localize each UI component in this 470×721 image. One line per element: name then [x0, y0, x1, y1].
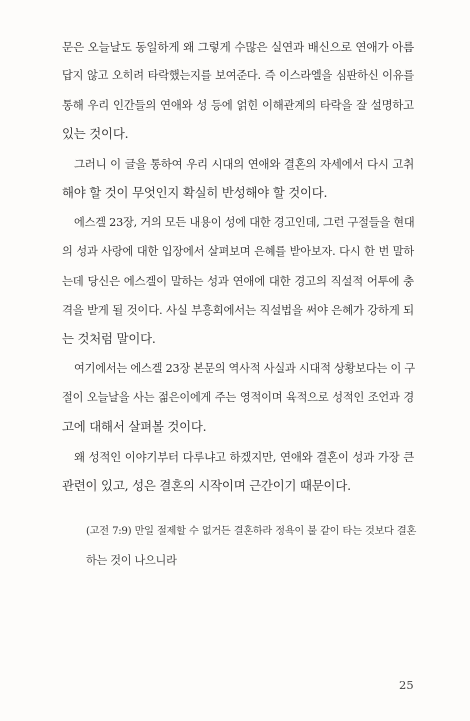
body-text-line: 문은 오늘날도 동일하게 왜 그렇게 수많은 실연과 배신으로 연애가 아름: [62, 40, 414, 54]
body-text-line: 는데 당신은 에스겔이 말하는 성과 연애에 대한 경고의 직설적 어투에 충: [62, 274, 414, 288]
body-text-line: 여기에서는 에스겔 23장 본문의 역사적 사실과 시대적 상황보다는 이 구: [74, 362, 416, 375]
body-text-line: 있는 것이다.: [62, 126, 129, 141]
body-text-line: 에스겔 23장, 거의 모든 내용이 성에 대한 경고인데, 그런 구절들을 현대: [74, 216, 415, 229]
body-text-line: 관련이 있고, 성은 결혼의 시작이며 근간이기 때문이다.: [62, 478, 351, 493]
scripture-quote-line: (고전 7:9) 만일 절제할 수 없거든 결혼하라 정욕이 불 같이 타는 것보다 결혼: [86, 526, 416, 537]
body-text-line: 답지 않고 오히려 타락했는지를 보여준다. 즉 이스라엘을 심판하신 이유를: [62, 69, 414, 82]
body-text-line: 의 성과 사랑에 대한 입장에서 살펴보며 은혜를 받아보자. 다시 한 번 말하: [62, 245, 414, 258]
body-text-line: 그러니 이 글을 통하여 우리 시대의 연애와 결혼의 자세에서 다시 고취: [74, 157, 414, 171]
body-text-line: 고에 대해서 살펴볼 것이다.: [62, 419, 207, 434]
body-text-line: 격을 받게 될 것이다. 사실 부흥회에서는 직설법을 써야 은혜가 강하게 되: [62, 303, 414, 317]
scripture-quote-line: 하는 것이 나으니라: [86, 554, 177, 567]
page-number: 25: [399, 678, 414, 692]
body-text-line: 는 것처럼 말이다.: [62, 331, 156, 346]
body-text-line: 통해 우리 인간들의 연애와 성 등에 얽힌 이해관계의 타락을 잘 설명하고: [62, 98, 414, 112]
body-text-line: 절이 오늘날을 사는 젊은이에게 주는 영적이며 육적으로 성적인 조언과 경: [62, 391, 414, 404]
body-text-line: 해야 할 것이 무엇인지 확실히 반성해야 할 것이다.: [62, 185, 328, 200]
body-text-line: 왜 성적인 이야기부터 다루냐고 하겠지만, 연애와 결혼이 성과 가장 큰: [74, 450, 414, 464]
